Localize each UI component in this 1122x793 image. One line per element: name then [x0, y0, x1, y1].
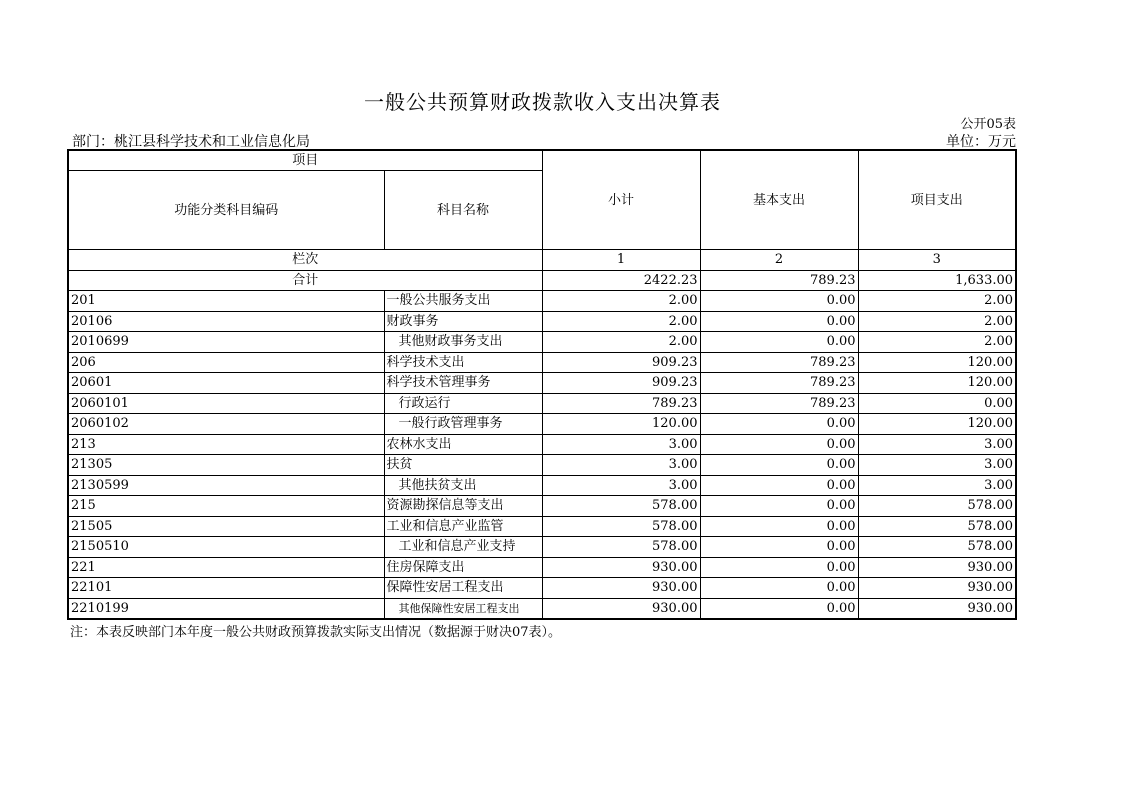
- row-basic: 0.00: [700, 291, 858, 312]
- row-basic: 0.00: [700, 496, 858, 517]
- header-code: 功能分类科目编码: [68, 171, 384, 250]
- page-title: 一般公共预算财政拨款收入支出决算表: [364, 90, 721, 114]
- row-name: 行政运行: [384, 393, 542, 414]
- row-subtotal: 2.00: [542, 291, 700, 312]
- column-index-1: 1: [542, 250, 700, 271]
- row-basic: 0.00: [700, 557, 858, 578]
- row-subtotal: 2.00: [542, 311, 700, 332]
- row-project: 120.00: [858, 414, 1016, 435]
- row-name: 其他财政事务支出: [384, 332, 542, 353]
- row-project: 930.00: [858, 557, 1016, 578]
- row-name: 其他扶贫支出: [384, 475, 542, 496]
- table-row: [68, 557, 1016, 578]
- table-row: [68, 578, 1016, 599]
- row-subtotal: 930.00: [542, 578, 700, 599]
- row-project: 2.00: [858, 291, 1016, 312]
- table-row: [68, 537, 1016, 558]
- table-row: [68, 373, 1016, 394]
- row-basic: 0.00: [700, 578, 858, 599]
- table-row: [68, 352, 1016, 373]
- total-label: 合计: [68, 270, 542, 291]
- row-subtotal: 578.00: [542, 537, 700, 558]
- row-basic: 0.00: [700, 311, 858, 332]
- row-subtotal: 120.00: [542, 414, 700, 435]
- row-subtotal: 930.00: [542, 598, 700, 619]
- row-name: 一般公共服务支出: [384, 291, 542, 312]
- row-code: 201: [68, 291, 384, 312]
- row-project: 3.00: [858, 475, 1016, 496]
- row-basic: 0.00: [700, 475, 858, 496]
- row-project: 2.00: [858, 311, 1016, 332]
- row-subtotal: 930.00: [542, 557, 700, 578]
- row-project: 0.00: [858, 393, 1016, 414]
- row-name: 财政事务: [384, 311, 542, 332]
- table-row: [68, 414, 1016, 435]
- header-basic: 基本支出: [700, 150, 858, 250]
- row-subtotal: 3.00: [542, 455, 700, 476]
- row-basic: 0.00: [700, 414, 858, 435]
- row-project: 930.00: [858, 578, 1016, 599]
- row-project: 578.00: [858, 496, 1016, 517]
- row-basic: 0.00: [700, 516, 858, 537]
- row-code: 21305: [68, 455, 384, 476]
- row-name: 一般行政管理事务: [384, 414, 542, 435]
- row-name: 其他保障性安居工程支出: [384, 598, 542, 619]
- header-subtotal: 小计: [542, 150, 700, 250]
- row-name: 扶贫: [384, 455, 542, 476]
- table-row: [68, 598, 1016, 619]
- row-basic: 789.23: [700, 352, 858, 373]
- row-project: 2.00: [858, 332, 1016, 353]
- total-project: 1,633.00: [858, 270, 1016, 291]
- row-basic: 789.23: [700, 393, 858, 414]
- table-row: [68, 311, 1016, 332]
- row-code: 2010699: [68, 332, 384, 353]
- row-code: 20106: [68, 311, 384, 332]
- row-project: 578.00: [858, 537, 1016, 558]
- table-row: [68, 393, 1016, 414]
- row-name: 科学技术管理事务: [384, 373, 542, 394]
- table-row: [68, 496, 1016, 517]
- row-subtotal: 578.00: [542, 516, 700, 537]
- row-subtotal: 578.00: [542, 496, 700, 517]
- table-header-row: [68, 150, 1016, 171]
- table-row: [68, 475, 1016, 496]
- header-name: 科目名称: [384, 171, 542, 250]
- row-subtotal: 3.00: [542, 475, 700, 496]
- total-row: [68, 270, 1016, 291]
- row-subtotal: 2.00: [542, 332, 700, 353]
- row-project: 578.00: [858, 516, 1016, 537]
- row-subtotal: 909.23: [542, 352, 700, 373]
- row-subtotal: 909.23: [542, 373, 700, 394]
- row-code: 2130599: [68, 475, 384, 496]
- table-row: [68, 434, 1016, 455]
- row-subtotal: 3.00: [542, 434, 700, 455]
- column-index-3: 3: [858, 250, 1016, 271]
- row-code: 215: [68, 496, 384, 517]
- row-basic: 789.23: [700, 373, 858, 394]
- table-row: [68, 455, 1016, 476]
- row-name: 工业和信息产业支持: [384, 537, 542, 558]
- header-project: 项目支出: [858, 150, 1016, 250]
- row-project: 3.00: [858, 455, 1016, 476]
- table-row: [68, 291, 1016, 312]
- row-basic: 0.00: [700, 434, 858, 455]
- row-basic: 0.00: [700, 455, 858, 476]
- row-code: 213: [68, 434, 384, 455]
- row-basic: 0.00: [700, 537, 858, 558]
- row-project: 3.00: [858, 434, 1016, 455]
- unit-label: 单位：万元: [946, 134, 1016, 150]
- department-label: 部门：桃江县科学技术和工业信息化局: [72, 134, 310, 150]
- column-index-row: [68, 250, 1016, 271]
- row-project: 930.00: [858, 598, 1016, 619]
- column-index-2: 2: [700, 250, 858, 271]
- total-basic: 789.23: [700, 270, 858, 291]
- total-subtotal: 2422.23: [542, 270, 700, 291]
- row-code: 20601: [68, 373, 384, 394]
- row-name: 农林水支出: [384, 434, 542, 455]
- row-code: 221: [68, 557, 384, 578]
- row-code: 2210199: [68, 598, 384, 619]
- header-item: 项目: [68, 150, 542, 171]
- table-row: [68, 332, 1016, 353]
- row-project: 120.00: [858, 373, 1016, 394]
- row-name: 保障性安居工程支出: [384, 578, 542, 599]
- form-number: 公开05表: [960, 117, 1016, 132]
- row-name: 工业和信息产业监管: [384, 516, 542, 537]
- row-code: 206: [68, 352, 384, 373]
- row-code: 2060101: [68, 393, 384, 414]
- row-basic: 0.00: [700, 598, 858, 619]
- row-code: 2060102: [68, 414, 384, 435]
- row-name: 资源勘探信息等支出: [384, 496, 542, 517]
- table-row: [68, 516, 1016, 537]
- row-basic: 0.00: [700, 332, 858, 353]
- column-index-label: 栏次: [68, 250, 542, 271]
- row-name: 科学技术支出: [384, 352, 542, 373]
- budget-table: [67, 149, 1017, 620]
- row-code: 21505: [68, 516, 384, 537]
- row-subtotal: 789.23: [542, 393, 700, 414]
- row-code: 22101: [68, 578, 384, 599]
- row-name: 住房保障支出: [384, 557, 542, 578]
- row-code: 2150510: [68, 537, 384, 558]
- row-project: 120.00: [858, 352, 1016, 373]
- footnote: 注：本表反映部门本年度一般公共财政预算拨款实际支出情况（数据源于财决07表）。: [70, 625, 562, 640]
